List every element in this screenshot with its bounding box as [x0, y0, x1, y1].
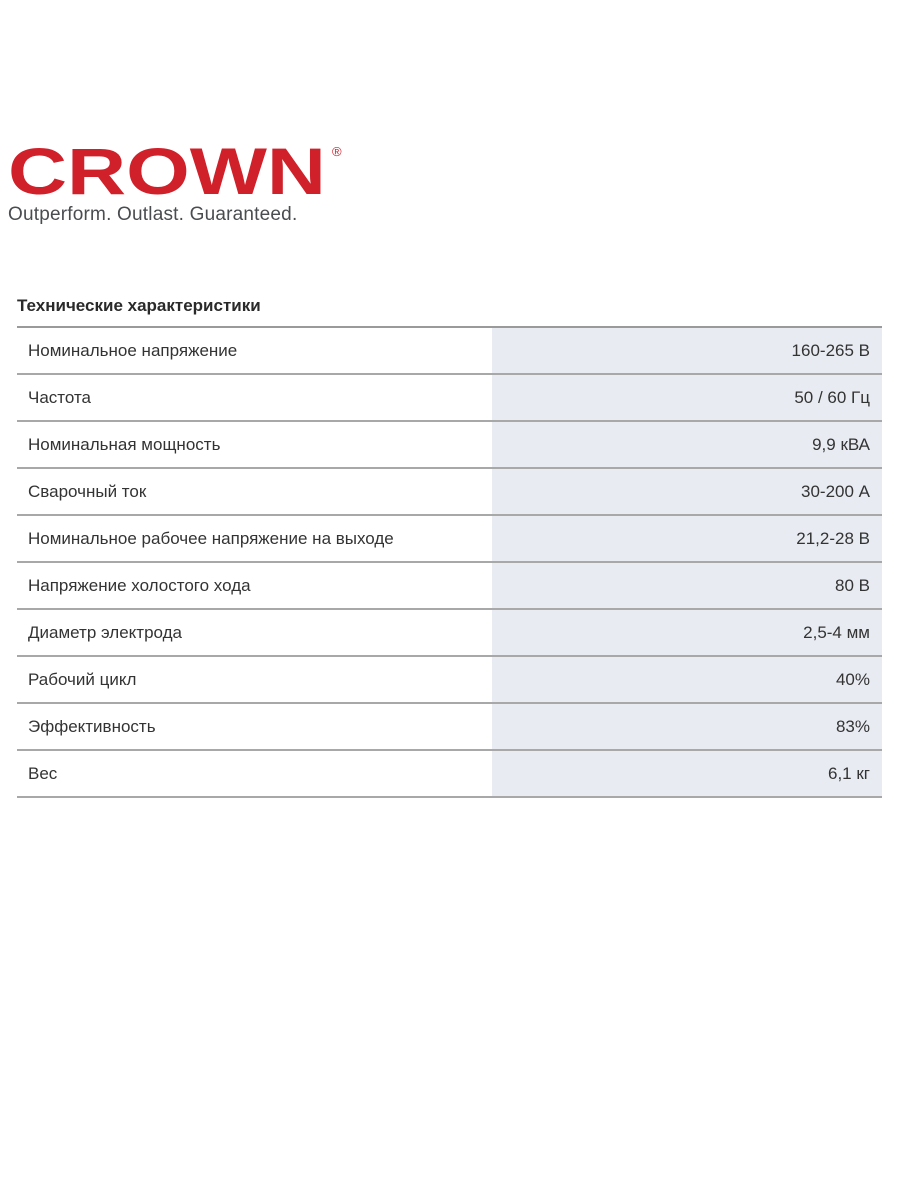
spec-row-efficiency	[17, 704, 882, 751]
spec-label: Эффективность	[17, 704, 492, 749]
spec-value: 2,5-4 мм	[492, 610, 882, 655]
spec-label: Напряжение холостого хода	[17, 563, 492, 608]
logo-wordmark: CROWN	[8, 134, 326, 208]
spec-value: 9,9 кВА	[492, 422, 882, 467]
spec-value: 80 В	[492, 563, 882, 608]
spec-row-welding-current	[17, 469, 882, 516]
spec-row-weight	[17, 751, 882, 798]
spec-value: 6,1 кг	[492, 751, 882, 796]
spec-value: 21,2-28 В	[492, 516, 882, 561]
spec-row-electrode-diameter	[17, 610, 882, 657]
spec-row-frequency	[17, 375, 882, 422]
specs-title: Технические характеристики	[17, 296, 261, 315]
spec-value: 83%	[492, 704, 882, 749]
spec-value: 160-265 В	[492, 328, 882, 373]
spec-value: 30-200 А	[492, 469, 882, 514]
spec-value: 40%	[492, 657, 882, 702]
spec-label: Номинальное напряжение	[17, 328, 492, 373]
registered-mark: ®	[332, 144, 342, 159]
spec-value: 50 / 60 Гц	[492, 375, 882, 420]
spec-label: Рабочий цикл	[17, 657, 492, 702]
spec-label: Номинальное рабочее напряжение на выходе	[17, 516, 492, 561]
spec-row-output-voltage	[17, 516, 882, 563]
crown-logo-mark	[8, 134, 348, 208]
spec-row-rated-voltage	[17, 328, 882, 375]
spec-label: Частота	[17, 375, 492, 420]
spec-row-duty-cycle	[17, 657, 882, 704]
brand-logo	[8, 134, 348, 230]
brand-tagline: Outperform. Outlast. Guaranteed.	[8, 204, 298, 225]
spec-label: Сварочный ток	[17, 469, 492, 514]
spec-row-rated-power	[17, 422, 882, 469]
spec-label: Номинальная мощность	[17, 422, 492, 467]
spec-label: Диаметр электрода	[17, 610, 492, 655]
spec-label: Вес	[17, 751, 492, 796]
spec-row-idle-voltage	[17, 563, 882, 610]
specs-table	[17, 326, 882, 798]
